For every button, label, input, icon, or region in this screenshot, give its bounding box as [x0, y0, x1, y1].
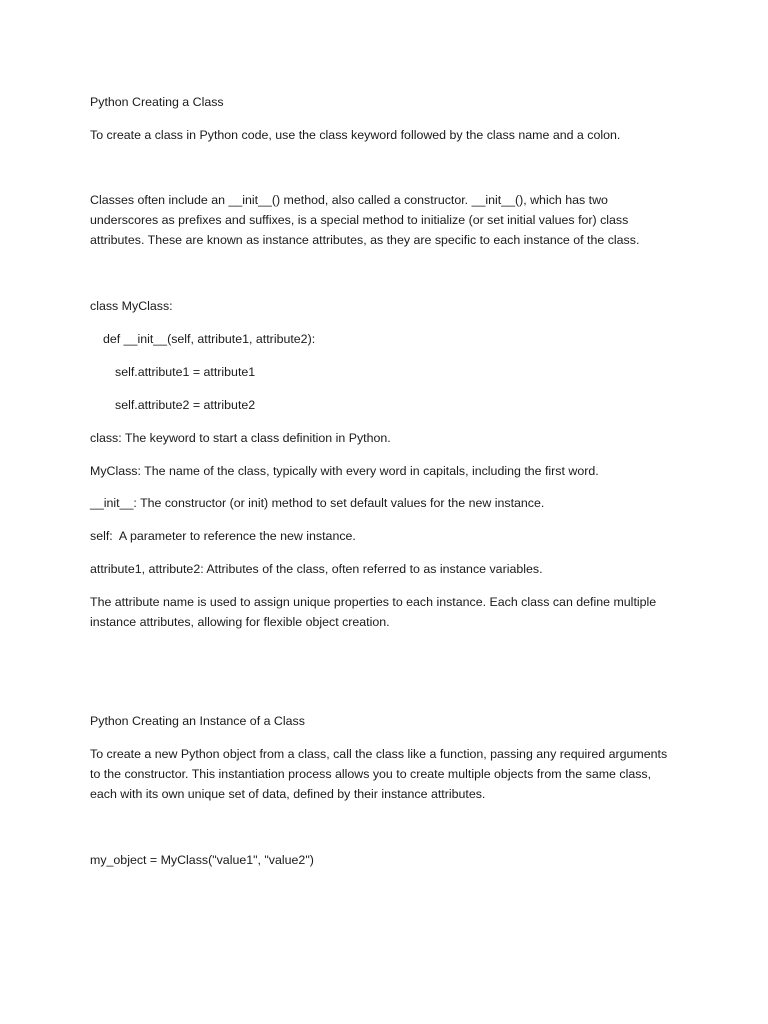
instance-paragraph-line-1: To create a new Python object from a class, call the class like a function, passing any required arguments [90, 747, 668, 761]
code-line-attribute1-assignment: self.attribute1 = attribute1 [115, 365, 256, 379]
definition-init: __init__: The constructor (or init) method to set default values for the new instance. [90, 496, 545, 510]
definition-self: self: A parameter to reference the new instance. [90, 529, 356, 543]
definition-class: class: The keyword to start a class definition in Python. [90, 431, 391, 445]
section-heading: Python Creating an Instance of a Class [90, 714, 305, 728]
definition-myclass: MyClass: The name of the class, typically with every word in capitals, including the first word. [90, 464, 599, 478]
code-line-attribute2-assignment: self.attribute2 = attribute2 [115, 398, 256, 412]
code-line-class-declaration: class MyClass: [90, 299, 173, 313]
intro-paragraph: To create a class in Python code, use the class keyword followed by the class name and a colon. [90, 128, 621, 142]
code-line-instantiation: my_object = MyClass("value1", "value2") [90, 853, 314, 867]
instance-paragraph-line-3: each with its own unique set of data, defined by their instance attributes. [90, 787, 486, 801]
constructor-paragraph-line-2: underscores as prefixes and suffixes, is a special method to initialize (or set initial values for) class [90, 213, 629, 227]
instance-paragraph-line-2: to the constructor. This instantiation process allows you to create multiple objects from the same class, [90, 767, 652, 781]
section-heading: Python Creating a Class [90, 95, 224, 109]
closing-paragraph-line-2: instance attributes, allowing for flexible object creation. [90, 615, 390, 629]
code-line-init-definition: def __init__(self, attribute1, attribute2): [103, 332, 316, 346]
closing-paragraph-line-1: The attribute name is used to assign unique properties to each instance. Each class can define multiple [90, 595, 657, 609]
constructor-paragraph-line-3: attributes. These are known as instance attributes, as they are specific to each instance of the class. [90, 233, 640, 247]
constructor-paragraph-line-1: Classes often include an __init__() method, also called a constructor. __init__(), which has two [90, 193, 608, 207]
definition-attributes: attribute1, attribute2: Attributes of the class, often referred to as instance variables. [90, 562, 543, 576]
